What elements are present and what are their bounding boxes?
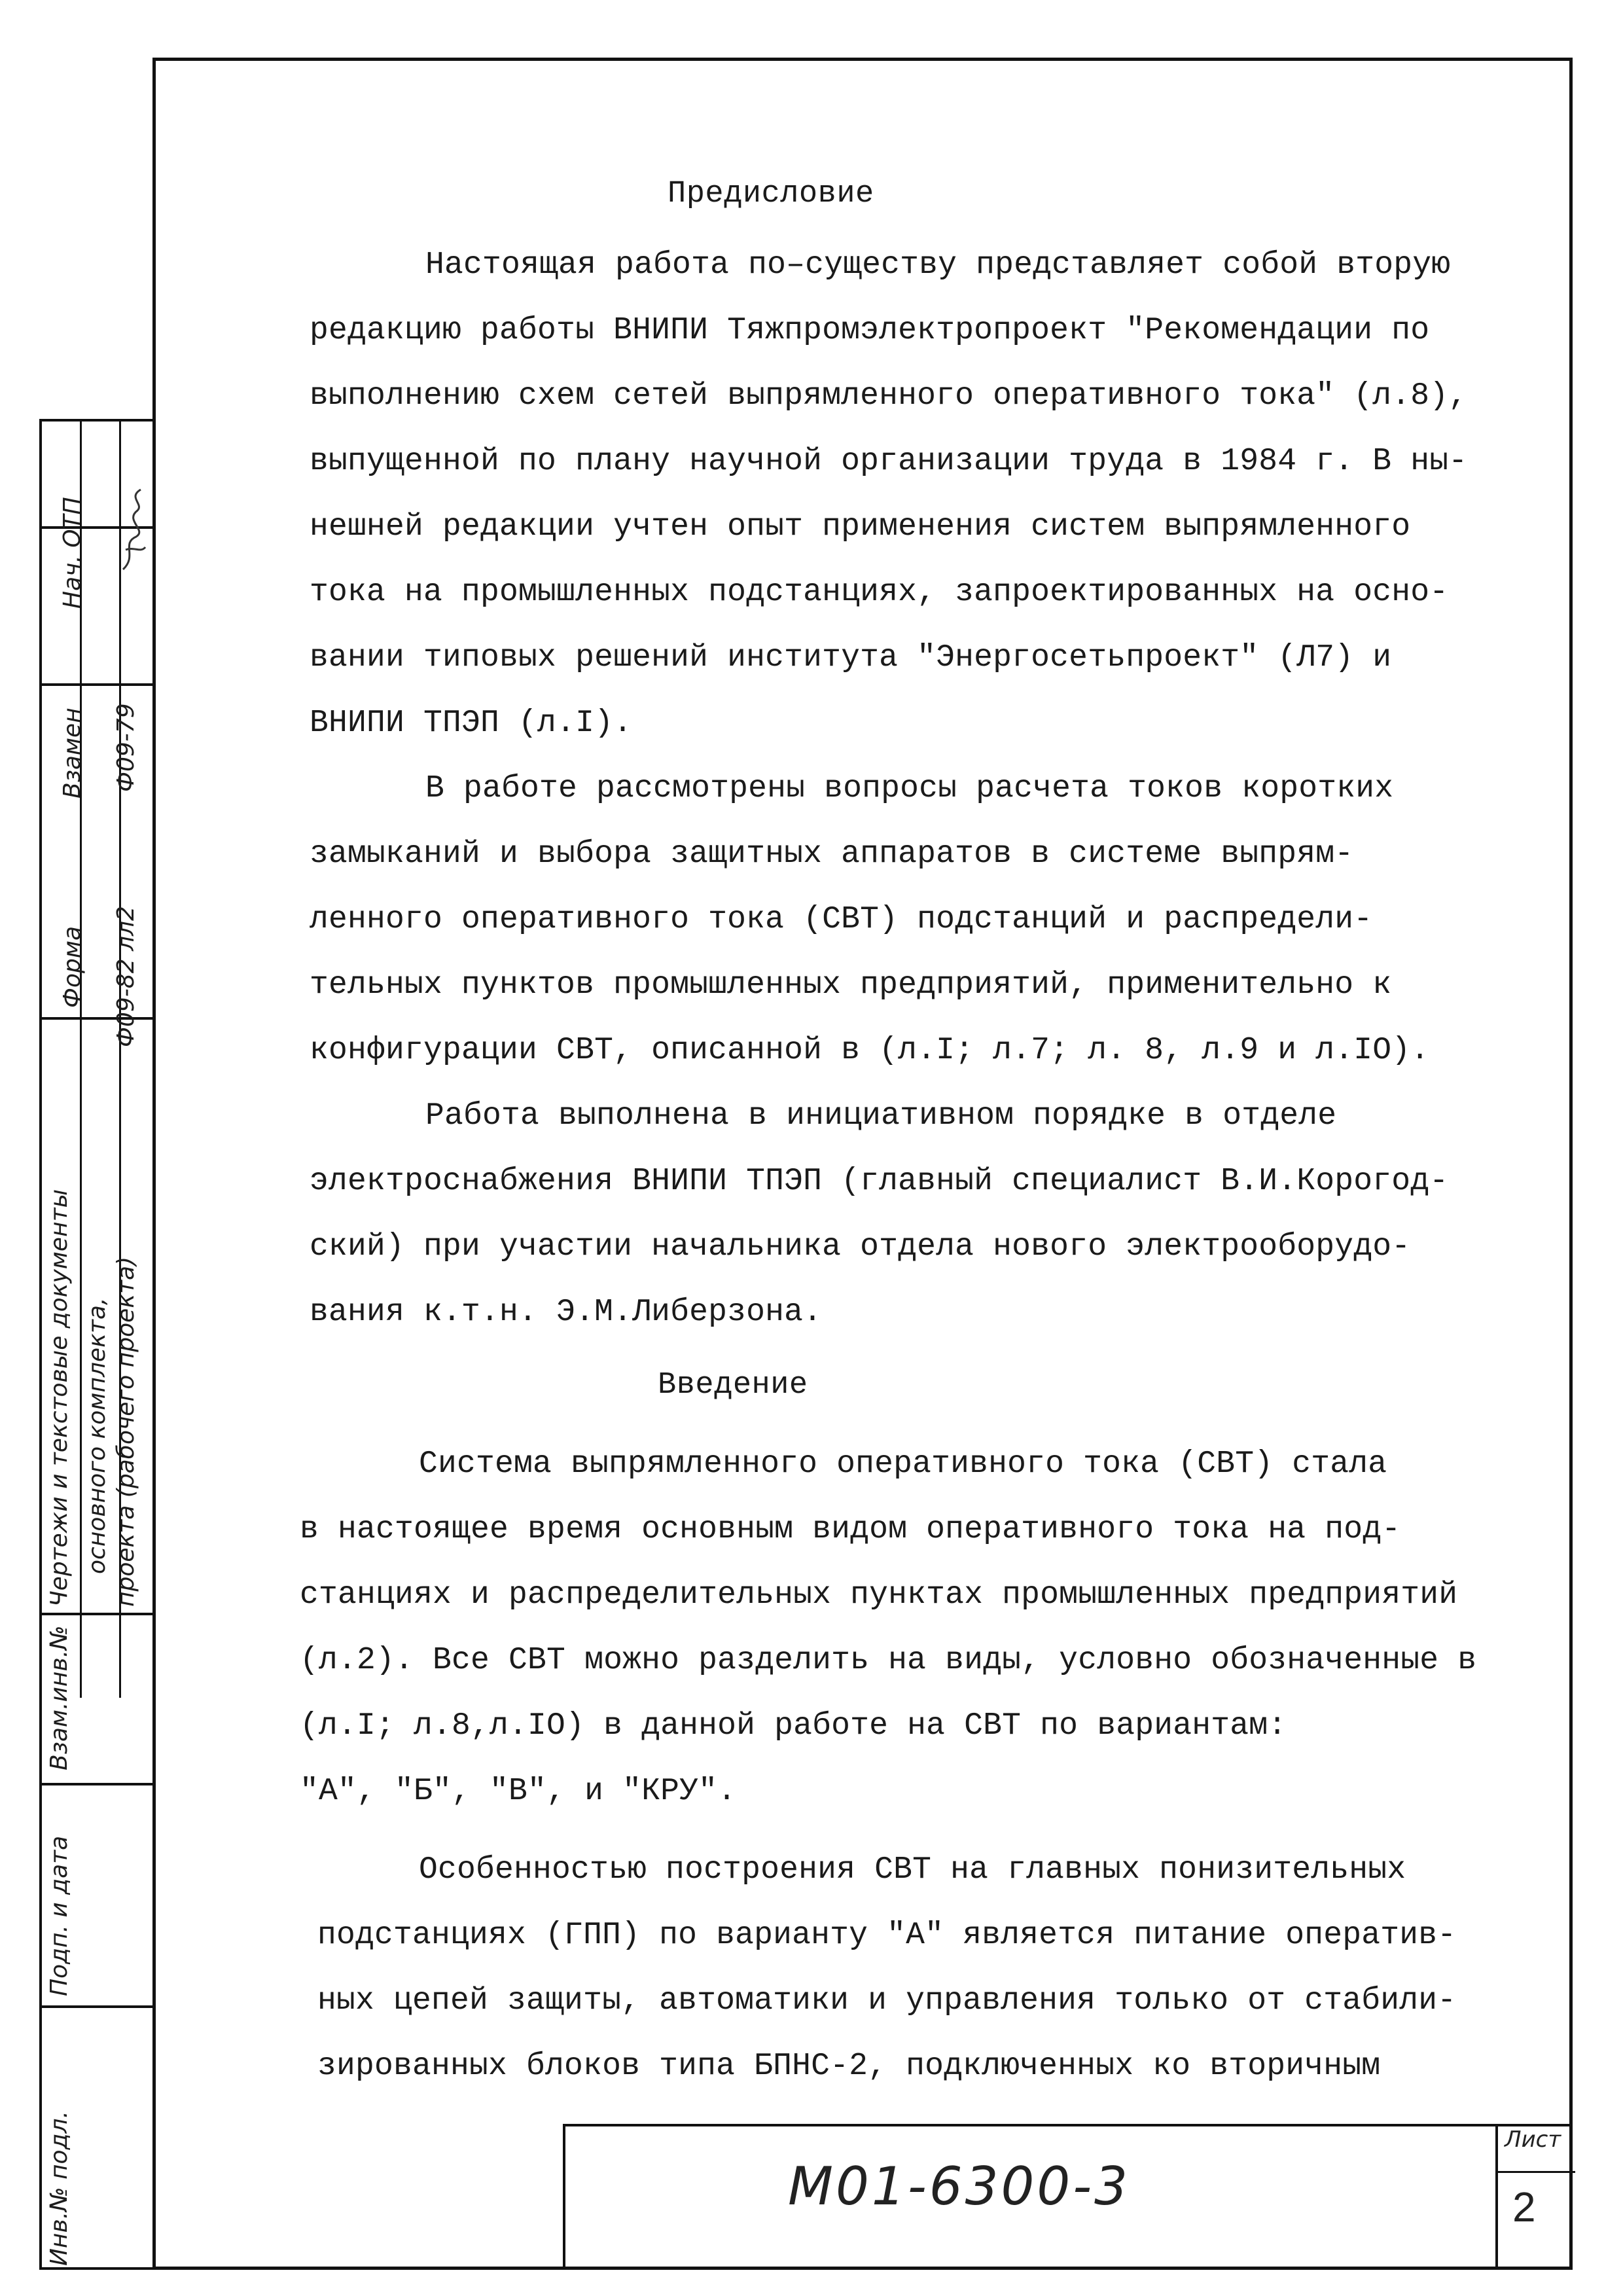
text-line: подстанциях (ГПП) по варианту "А" является питание оператив- xyxy=(317,1918,1457,1953)
preface-heading: Предисловие xyxy=(668,177,874,211)
drawings-label-3: проекта (рабочего проекта) xyxy=(113,1256,139,1607)
text-line: ленного оперативного тока (СВТ) подстанций и распредели- xyxy=(310,902,1373,937)
text-line: "А", "Б", "В", и "КРУ". xyxy=(300,1774,737,1809)
text-line: ский) при участии начальника отдела нового электрооборудо- xyxy=(310,1229,1411,1265)
sidebar-divider xyxy=(42,1613,155,1615)
drawings-label-1: Чертежи и текстовые документы xyxy=(46,1189,73,1607)
text-line: ных цепей защиты, автоматики и управления только от стабили- xyxy=(317,1983,1457,2018)
vzamen-label: Взамен xyxy=(59,708,86,798)
text-line: зированных блоков типа БПНС-2, подключенных ко вторичным xyxy=(317,2049,1381,2084)
text-line: ВНИПИ ТПЭП (л.I). xyxy=(310,706,633,741)
text-line: замыканий и выбора защитных аппаратов в системе выпрям- xyxy=(310,836,1354,872)
text-line: Особенностью построения СВТ на главных понизительных xyxy=(419,1852,1406,1888)
introduction-heading: Введение xyxy=(658,1368,808,1403)
sheet-number: 2 xyxy=(1512,2183,1536,2231)
text-line: конфигурации СВТ, описанной в (л.I; л.7; л. 8, л.9 и л.IO). xyxy=(310,1033,1430,1068)
sidebar-divider xyxy=(42,683,155,686)
text-line: редакцию работы ВНИПИ Тяжпромэлектропроект "Рекомендации по xyxy=(310,313,1430,348)
text-line: (л.I; л.8,л.IO) в данной работе на СВТ по вариантам: xyxy=(300,1708,1287,1744)
text-line: тока на промышленных подстанциях, запроектированных на осно- xyxy=(310,575,1449,610)
text-line: вания к.т.н. Э.М.Либерзона. xyxy=(310,1295,823,1330)
text-line: Настоящая работа по–существу представляет собой вторую xyxy=(425,247,1451,283)
document-code: М01-6300-3 xyxy=(788,2156,1131,2217)
sheet-divider xyxy=(1498,2171,1575,2173)
forma-label: Форма xyxy=(59,925,86,1008)
nach-otp-label: Нач. ОТП xyxy=(59,497,86,609)
text-line: выпущенной по плану научной организации труда в 1984 г. В ны- xyxy=(310,444,1468,479)
text-line: В работе рассмотрены вопросы расчета токов коротких xyxy=(425,771,1394,806)
forma-value: Ф09-82 лл2 xyxy=(113,906,139,1047)
text-line: (л.2). Все СВТ можно разделить на виды, условно обозначенные в xyxy=(300,1643,1477,1678)
drawings-label-2: основного комплекта, xyxy=(84,1297,111,1574)
text-line: выполнению схем сетей выпрямленного оперативного тока" (л.8), xyxy=(310,378,1468,414)
sidebar-divider xyxy=(80,422,82,1698)
sheet-label: Лист xyxy=(1505,2126,1561,2153)
vzam-inv-label: Взам.инв.№ xyxy=(46,1625,73,1770)
title-block xyxy=(563,2124,1573,2270)
text-line: вании типовых решений института "Энергосетьпроект" (Л7) и xyxy=(310,640,1392,675)
vzamen-value: Ф09-79 xyxy=(113,703,139,792)
signature xyxy=(118,484,151,576)
text-line: Работа выполнена в инициативном порядке в отделе xyxy=(425,1098,1337,1134)
sidebar-divider xyxy=(42,2005,155,2008)
text-line: электроснабжения ВНИПИ ТПЭП (главный специалист В.И.Корогод- xyxy=(310,1164,1449,1199)
text-line: Система выпрямленного оперативного тока (СВТ) стала xyxy=(419,1446,1387,1482)
text-line: нешней редакции учтен опыт применения систем выпрямленного xyxy=(310,509,1411,545)
text-line: в настоящее время основным видом оперативного тока на под- xyxy=(300,1512,1401,1547)
inv-podl-label: Инв.№ подл. xyxy=(46,2111,73,2266)
podp-data-label: Подп. и дата xyxy=(46,1835,73,1996)
text-line: станциях и распределительных пунктах промышленных предприятий xyxy=(300,1577,1458,1613)
text-line: тельных пунктов промышленных предприятий, применительно к xyxy=(310,967,1392,1003)
sheet-box xyxy=(1495,2124,1573,2270)
sidebar-divider xyxy=(42,1783,155,1785)
